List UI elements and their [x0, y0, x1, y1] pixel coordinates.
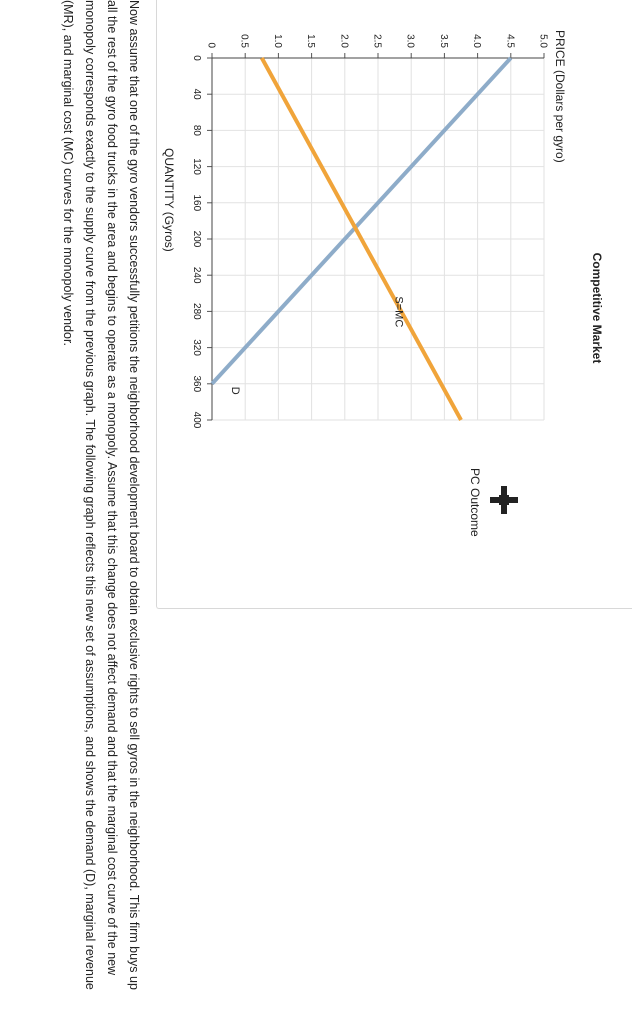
y-tick-label: 0.5 — [238, 34, 250, 48]
x-tick-label: 400 — [191, 411, 202, 429]
x-tick-label: 80 — [191, 124, 202, 136]
chart-panel — [156, 0, 632, 609]
x-tick-label: 120 — [191, 158, 202, 175]
x-axis-label: QUANTITY (Gyros) — [162, 148, 176, 252]
legend-pc-outcome[interactable] — [454, 468, 524, 540]
x-tick-label: 320 — [191, 339, 202, 356]
y-axis-label: PRICE (Dollars per gyro) — [553, 30, 567, 163]
series-label-d: D — [229, 386, 241, 395]
question-paragraph: Now assume that one of the gyro vendors successfully petitions the neighborhood development board to obtain exclusive rights to sell gyros in the neighborhood. This firm buys up all the rest of the gyro food trucks in the area and begins to operate as a monopoly. Assume that this change does not affect demand and that the marginal cost curve of the new monopoly corresponds exactly to the supply curve from the previous graph. The following graph reflects this new set of assumptions, and shows the demand (D), marginal revenue (MR), and marginal cost (MC) curves for the monopoly vendor. — [61, 0, 141, 990]
x-tick-label: 200 — [191, 230, 202, 248]
y-tick-label: 0 — [205, 42, 217, 48]
x-tick-label: 160 — [191, 194, 202, 212]
y-tick-label: 1.0 — [271, 34, 283, 48]
chart-title: Competitive Market — [590, 252, 604, 364]
y-tick-label: 4.5 — [504, 34, 516, 48]
series-line-d — [212, 58, 511, 384]
plus-marker-icon — [484, 480, 524, 520]
series-label-s-mc: S=MC — [392, 296, 405, 328]
y-tick-label: 3.5 — [437, 34, 449, 48]
y-tick-label: 5.0 — [537, 34, 549, 48]
chart-plot — [157, 0, 632, 608]
x-tick-label: 240 — [191, 266, 202, 284]
y-tick-label: 3.0 — [404, 34, 416, 48]
x-tick-label: 280 — [191, 303, 202, 320]
y-tick-label: 4.0 — [471, 34, 483, 48]
x-tick-label: 0 — [191, 55, 202, 61]
y-tick-label: 1.5 — [305, 34, 317, 48]
legend-label: PC Outcome — [468, 468, 482, 537]
x-tick-label: 360 — [191, 375, 202, 393]
x-tick-label: 40 — [191, 88, 202, 100]
y-tick-label: 2.0 — [338, 34, 350, 48]
y-tick-label: 2.5 — [371, 34, 383, 48]
